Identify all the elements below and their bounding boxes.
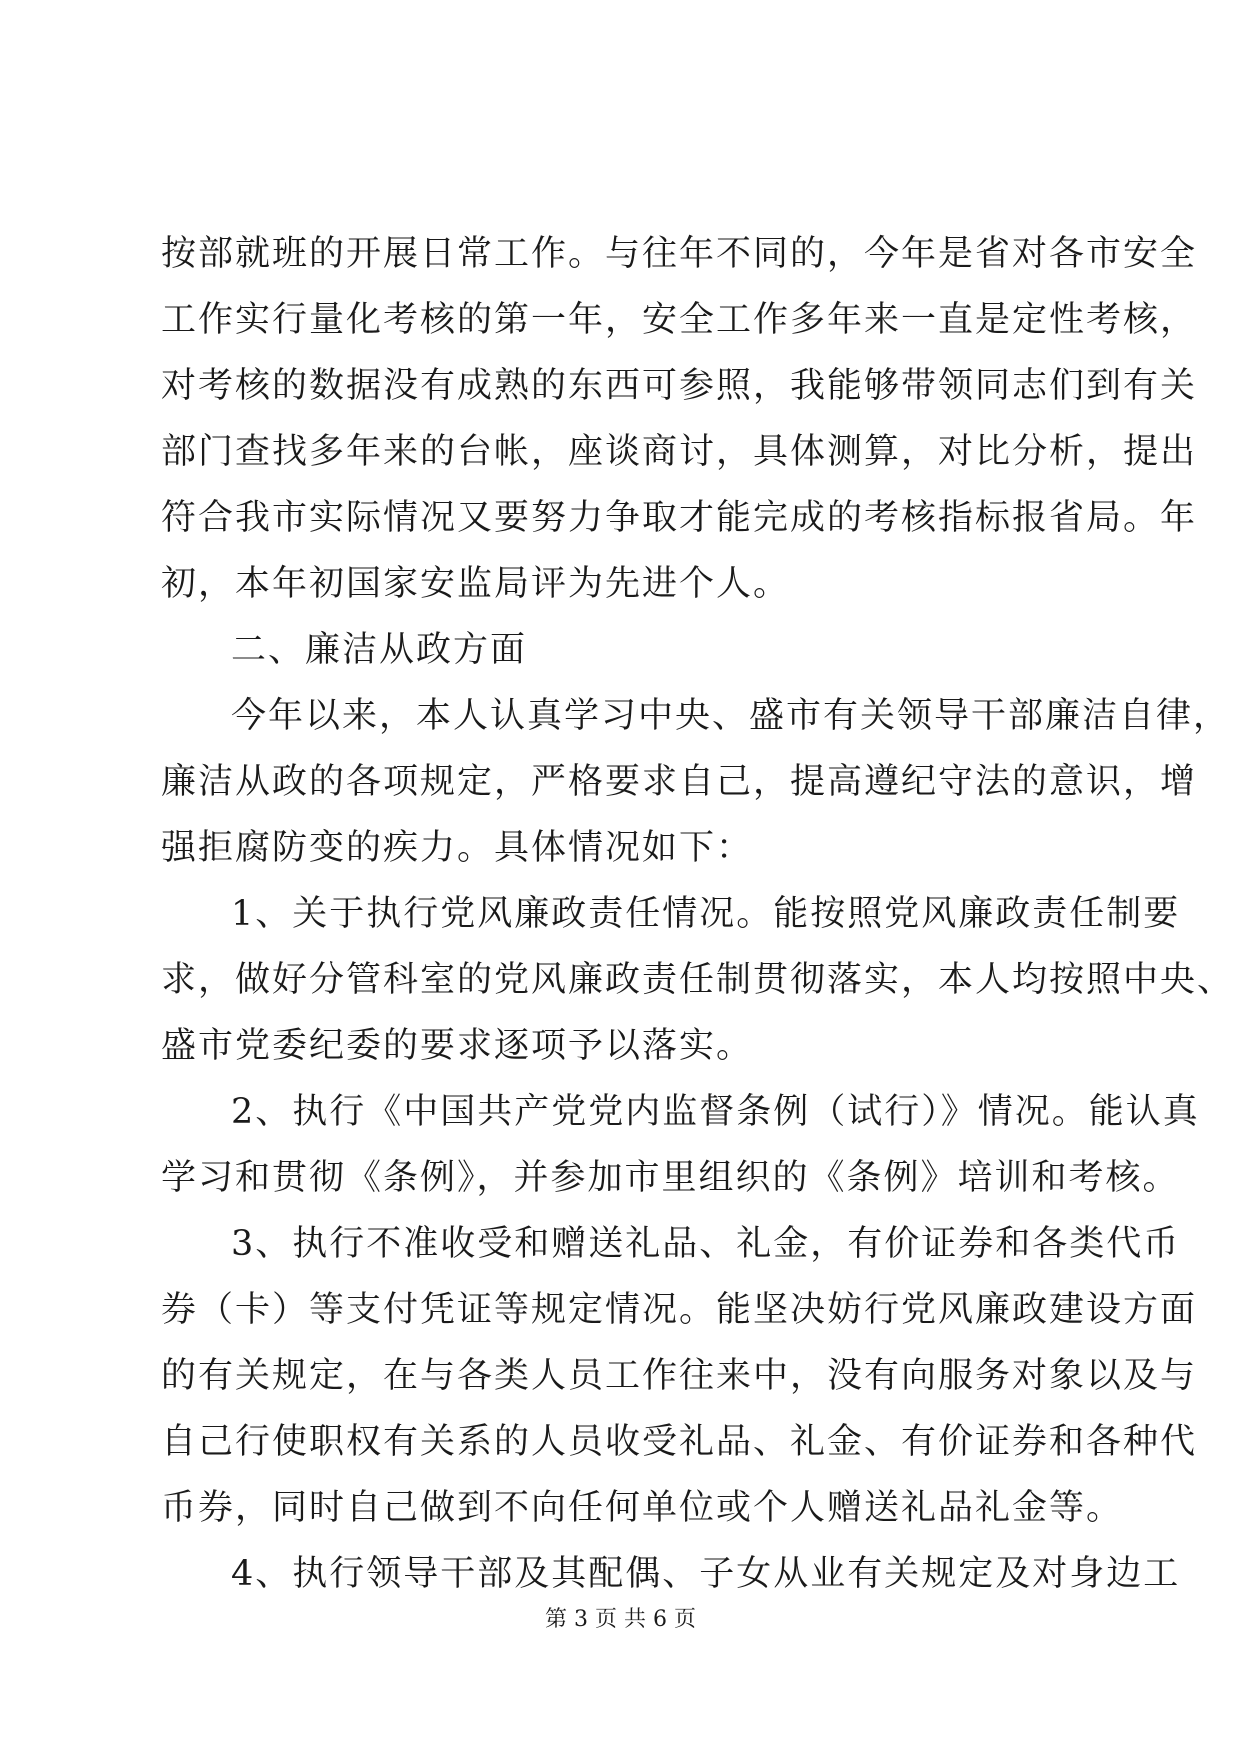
page-number-footer: 第 3 页 共 6 页 — [545, 1607, 696, 1632]
paragraph-line: 2、执行《中国共产党党内监督条例（试行）》情况。能认真 — [231, 1092, 1200, 1132]
paragraph-line: 今年以来，本人认真学习中央、盛市有关领导干部廉洁自律， — [231, 696, 1231, 736]
paragraph-line: 4、执行领导干部及其配偶、子女从业有关规定及对身边工 — [231, 1554, 1181, 1594]
paragraph-line: 初，本年初国家安监局评为先进个人。 — [161, 564, 791, 604]
paragraph-line: 自己行使职权有关系的人员收受礼品、礼金、有价证券和各种代 — [161, 1422, 1198, 1462]
paragraph-line: 工作实行量化考核的第一年，安全工作多年来一直是定性考核， — [161, 300, 1198, 340]
paragraph-line: 币券，同时自己做到不向任何单位或个人赠送礼品礼金等。 — [161, 1488, 1124, 1528]
paragraph-line: 按部就班的开展日常工作。与往年不同的，今年是省对各市安全 — [161, 234, 1198, 274]
paragraph-line: 强拒腐防变的疾力。具体情况如下： — [161, 828, 754, 868]
paragraph-line: 学习和贯彻《条例》，并参加市里组织的《条例》培训和考核。 — [161, 1158, 1180, 1198]
paragraph-line: 廉洁从政的各项规定，严格要求自己，提高遵纪守法的意识，增 — [161, 762, 1198, 802]
paragraph-line: 部门查找多年来的台帐，座谈商讨，具体测算，对比分析，提出 — [161, 432, 1198, 472]
paragraph-line: 3、执行不准收受和赠送礼品、礼金，有价证券和各类代币 — [231, 1224, 1181, 1264]
paragraph-line: 券（卡）等支付凭证等规定情况。能坚决妨行党风廉政建设方面 — [161, 1290, 1198, 1330]
paragraph-line: 盛市党委纪委的要求逐项予以落实。 — [161, 1026, 754, 1066]
section-heading: 二、廉洁从政方面 — [231, 630, 528, 670]
paragraph-line: 求，做好分管科室的党风廉政责任制贯彻落实，本人均按照中央、 — [161, 960, 1235, 1000]
paragraph-line: 符合我市实际情况又要努力争取才能完成的考核指标报省局。年 — [161, 498, 1198, 538]
paragraph-line: 的有关规定，在与各类人员工作往来中，没有向服务对象以及与 — [161, 1356, 1198, 1396]
paragraph-line: 对考核的数据没有成熟的东西可参照，我能够带领同志们到有关 — [161, 366, 1198, 406]
paragraph-line: 1、关于执行党风廉政责任情况。能按照党风廉政责任制要 — [231, 894, 1181, 934]
